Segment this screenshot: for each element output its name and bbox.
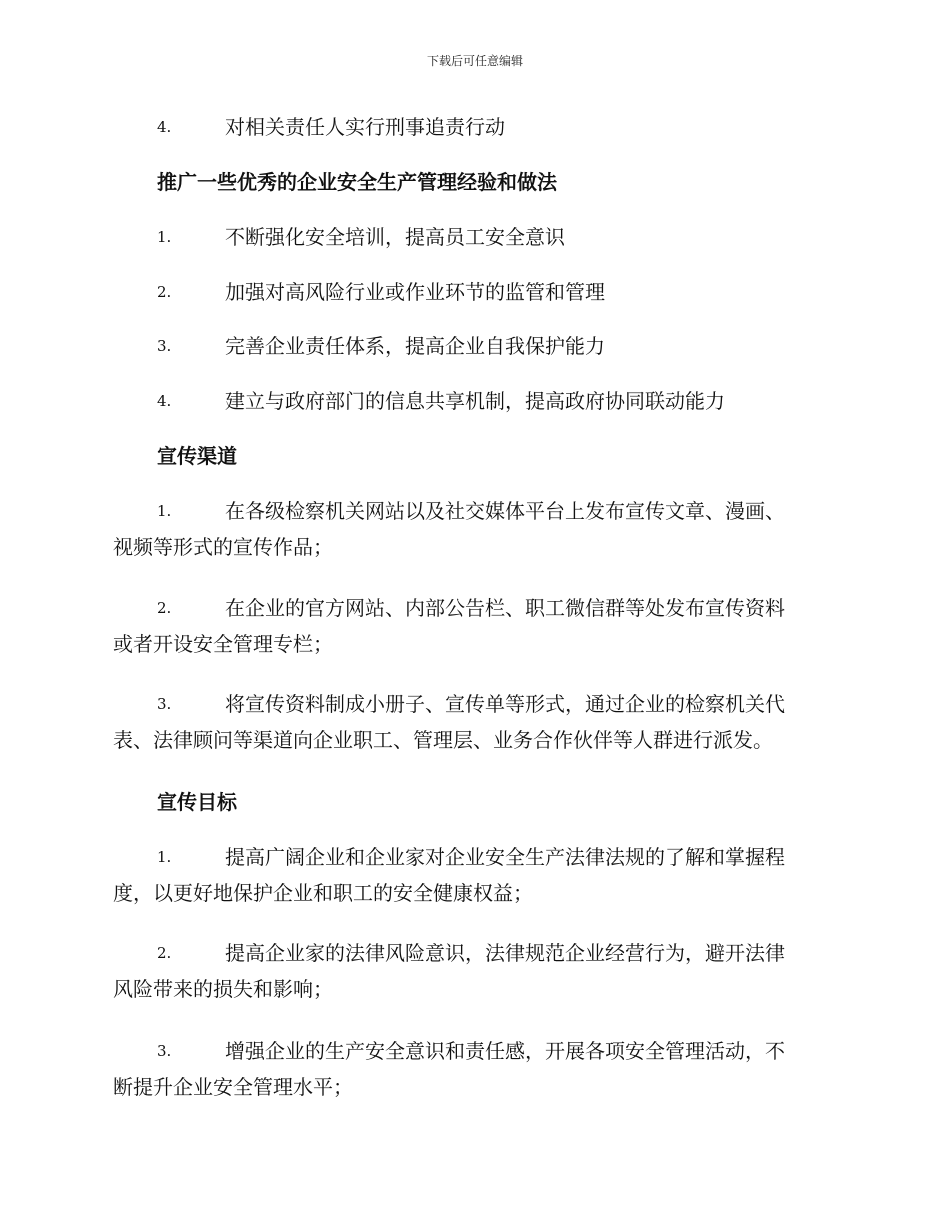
list-text-line2: 或者开设安全管理专栏；: [113, 632, 333, 656]
list-text-line1: 在各级检察机关网站以及社交媒体平台上发布宣传文章、漫画、: [225, 499, 785, 523]
list-item: [113, 383, 838, 419]
list-number: 3.: [157, 695, 172, 713]
list-text-line2: 断提升企业安全管理水平；: [113, 1075, 353, 1099]
list-text-line1: 提高广阔企业和企业家对企业安全生产法律法规的了解和掌握程: [225, 845, 785, 869]
list-item: [113, 590, 838, 662]
section-heading: 宣传目标: [157, 790, 237, 814]
list-number: 4.: [157, 118, 172, 136]
list-item: [113, 328, 838, 364]
list-number: 2.: [157, 283, 172, 301]
list-text-line1: 将宣传资料制成小册子、宣传单等形式，通过企业的检察机关代: [225, 692, 785, 716]
list-text-line1: 提高企业家的法律风险意识，法律规范企业经营行为，避开法律: [225, 941, 785, 965]
section-heading: 宣传渠道: [157, 444, 237, 468]
list-number: 3.: [157, 1042, 172, 1060]
list-number: 2.: [157, 944, 172, 962]
list-text-line2: 风险带来的损失和影响；: [113, 977, 333, 1001]
list-item: [113, 935, 838, 1007]
section-heading: 推广一些优秀的企业安全生产管理经验和做法: [157, 170, 557, 194]
list-text-line2: 度，以更好地保护企业和职工的安全健康权益；: [113, 881, 533, 905]
list-number: 1.: [157, 848, 172, 866]
list-text: 不断强化安全培训，提高员工安全意识: [225, 225, 565, 249]
list-text-line2: 视频等形式的宣传作品；: [113, 535, 333, 559]
list-item: [113, 219, 838, 255]
list-item: [113, 686, 838, 758]
list-text: 加强对高风险行业或作业环节的监管和管理: [225, 280, 605, 304]
list-number: 1.: [157, 502, 172, 520]
list-number: 4.: [157, 392, 172, 410]
list-item: [113, 493, 838, 565]
list-item: [113, 839, 838, 911]
list-number: 1.: [157, 228, 172, 246]
list-number: 3.: [157, 337, 172, 355]
list-text: 对相关责任人实行刑事追责行动: [225, 115, 505, 139]
list-text-line1: 在企业的官方网站、内部公告栏、职工微信群等处发布宣传资料: [225, 596, 785, 620]
list-item: [113, 109, 838, 145]
list-text: 建立与政府部门的信息共享机制，提高政府协同联动能力: [225, 389, 725, 413]
list-text: 完善企业责任体系，提高企业自我保护能力: [225, 334, 605, 358]
list-number: 2.: [157, 599, 172, 617]
list-text-line2: 表、法律顾问等渠道向企业职工、管理层、业务合作伙伴等人群进行派发。: [113, 728, 773, 752]
page-header: 下载后可任意编辑: [426, 54, 523, 68]
list-item: [113, 1033, 838, 1105]
list-item: [113, 274, 838, 310]
list-text-line1: 增强企业的生产安全意识和责任感，开展各项安全管理活动，不: [225, 1039, 785, 1063]
